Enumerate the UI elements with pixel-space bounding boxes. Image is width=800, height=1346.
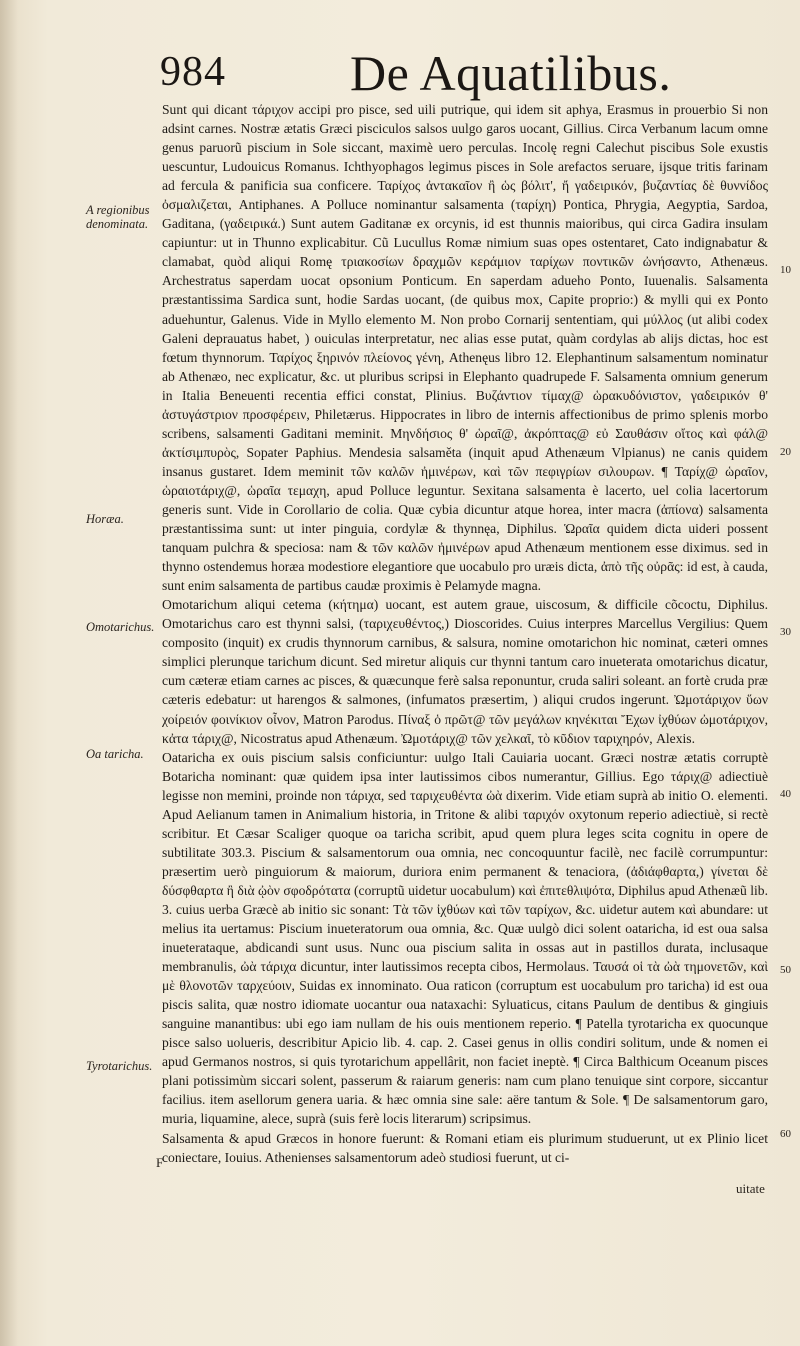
paragraph-salsamenta: Sunt qui dicant τάριχον accipi pro pisce, sed uili putrique, qui idem sit aphya, Erasmus in prouerbio Si non adsint carnes. Nostræ ætatis Græci pisciculos salsos uulgo garos uocant, Gillius. Circa Verbanum lacum omne genus paruorũ piscium in Sole siccant, maximè uero perculas. Incolę regni Calechut piscibus Sole exustis uescuntur, Ludouicus Romanus. Ichthyophagos legimus pisces in Sole arefactos seruare, ijsque tritis farinam ad fercula & panificia sua conficere. Ταρίχος ἀντακαῖον ἢ ὡς βόλιτ', ἤ γαδειρικόν, βυζαντίας δὲ θυννίδος ὀσμαλιζεται, Antiphanes. A Polluce nominantur salsamenta (ταρίχη) Pontica, Phrygia, Aegyptia, Sardoa, Gaditana, (γαδειρικά.) Sunt autem Gaditanæ ex orcynis, id est thunnis maioribus, qui circa Gadira insulam capiuntur: ut in Thunno explicabitur. Cũ Lucullus Romæ nimium suas opes ostentaret, Cato indignabatur & clamabat, quòd aliqui Romę τριακοσίων δραχμῶν κεράμιον ταρίχων ποντικῶν ὠνήσαντο, Athenæus. Archestratus saperdam uocat opsonium Ponticum. En saperdam adueho Ponto, Iuuenalis. Salsamenta præstantissima Sardica sunt, hodie Sardas uocant, (de quibus mox, Capite proprio:) & mylli qui ex Ponto aduehuntur, Galenus. Vide in Myllo elemento M. Non probo Cornarij sententiam, qui μύλλος (ut alibi codex Galeni deprauatus habet, ) ouiculas interpretatur, nec alias esse putat, quàm cordylas ab alijs dictas, hoc est fœtum thynnorum. Ταρίχος ξηρινόν πλείονος γένη, Athenęus libro 12. Elephantinum salsamentum nominatur ab Athenæo, nec explicatur, &c. ut pluribus scripsi in Elephanto quadrupede F. Salsamenta omnium generum in Italia Beneuenti recentia effici constat, Plinius. Βυζάντιον τίμαχ@ ὡρακυδόνιστον, γαδειρικόν θ' ἀστυγάστριον προσφέρειν, Philetærus. Hippocrates in libro de internis affectionibus de primo splenis morbo scribens, salsamenti Gaditani meminit. Μηνδήσιος θ' ὡραῖ@, ἀκρόπτας@ εὐ Σαυθάσιν οἴτος καὶ φάλ@ ἀκτίσιμπυρὸς, Sopater Paphius. Mendesia salsaměta (inquit apud Athenæum Vlpianus) ne canis quidem insanus gustaret. Idem meminit τῶν καλῶν ἠμινέρων, καὶ τῶν πεφιγρίων σιλουρων. ¶ Ταρίχ@ ὡραῖον, ὡραιοτάριχ@, ὡραῖα τεμαχη, apud Polluce leguntur. Sexitana salsamenta è lacerto, uel colia lacertorum generis sunt. Vide in Corollario de colia. Quæ cybia dicuntur atque horea, inter macra (ἀπίονα) salsamenta præstantissima sunt: ut inter pinguia, cordylæ & thynnęa, Diphilus. Ὡραῖα quidem dicta uideri possent tanquam pulchra & speciosa: nam & τῶν καλῶν ἠμινέρων apud Athenæum mentionem esse diximus. sed in thynno ostendemus horæa modestiore elegantiore que uocabulo pro uræis dicta, ἀπὸ τῆς οὐρᾶς: id est, à cauda, sunt enim salsamenta de partibus caudæ proximis è Pelamyde magna. xyxy=(162,102,768,594)
line-number: 20 xyxy=(780,446,791,458)
margin-note-tyrotarichus: Tyrotarichus. xyxy=(86,1059,153,1073)
paragraph-oataricha: Oataricha ex ouis piscium salsis conficiuntur: uulgo Itali Cauiaria uocant. Græci nostræ ætatis corruptè Botaricha nominant: quæ quidem ipsa inter lautissimos cibos numerantur, Gillius. Ego τάριχ@ adiectiuè legisse non memini, proinde non τάριχα, sed ταριχευθέντα ὠὰ dixerim. Vide etiam suprà ab initio O. elementi. Apud Aelianum tamen in Animalium historia, in Tritone & alibi ταριχόν oxytonum reperio adiectiuè, si rectè scribitur. Et Cæsar Scaliger quoque oa taricha scribit, apud quem plura leges scita cognitu in opere de subtilitate 303.3. Piscium & salsamentorum oua omnia, nec concoquuntur facilè, nec facilè corrumpuntur: præsertim uerò pinguiorum & maiorum, duriora enim permanent & tenaciora, (ἀδιάφθαρτα,) γίνεται δὲ δύσφθαρτα ἢ διὰ ᾠὸν σφοδρότατα (corruptũ uidetur uocabulum) καὶ ἐπιτεθλιψότα, Diphilus apud Athenæũ lib. 3. cuius uerba Græcè ab initio sic sonant: Τὰ τῶν ἰχθύων καὶ τῶν ταρίχων, &c. uidetur autem καὶ abundare: ut melius ita uertamus: Piscium inueteratorum oua omnia, &c. Quæ uulgò dici solent oataricha, id est oua salsa inueterataque, abdicandi sunt usus. Nunc oua piscium salita in ossas aut in pastillos durata, inclusaque membranulis, ὠὰ τάριχα dicuntur, inter lautissimos recepta cibos, Hermolaus. Ταυσά οἱ τὰ ὠὰ τημονετῶν, καὶ μὲ θλονοτῶν ταρχεύοιν, Suidas ex innominato. Oua raticon (corruptum est uocabulum pro taricha) id est oua piscis salita, quæ nostro idiomate uocantur oua nataxachi: Syluaticus, citans Paulum de dentibus & gingiuis sanguine manantibus: ubi ego iam nullam de his ouis mentionem reperio. ¶ Patella tyrotaricha ex quocunque pisce salso uolueris, describitur Apicio lib. 4. cap. 2. Casei genus in ollis condiri solitum, unde & nomen ei apud Germanos nostros, si quis tyrotarichum appellârit, non faciet ineptè. ¶ Circa Balthicum Oceanum pisces plani potissimùm siccari solent, passerum & raiarum generis: nam cum plano tenuique sint corpore, siccantur facilius. item asellorum genera uaria. & hæc omnia sine sale: aëre tantum & Sole. ¶ De salsamentorum garo, muria, liquamine, alece, suprà (suis ferè locis literarum) scripsimus. xyxy=(162,749,768,1127)
binding-shadow xyxy=(0,0,18,1346)
margin-note-oa-taricha: Oa taricha. xyxy=(86,747,144,761)
margin-note-horaea: Horæa. xyxy=(86,512,124,526)
body-text xyxy=(162,100,768,1167)
margin-note-regionibus: A regionibus denominata. xyxy=(86,203,150,231)
line-number: 30 xyxy=(780,626,791,638)
line-number: 60 xyxy=(780,1128,791,1140)
margin-note-omotarichus: Omotarichus. xyxy=(86,620,155,634)
page-number: 984 xyxy=(160,49,226,95)
page-title: De Aquatilibus. xyxy=(350,45,672,101)
line-number: 40 xyxy=(780,788,791,800)
paragraph-omotarichum: Omotarichum aliqui cetema (κήτημα) uocant, est autem graue, uiscosum, & difficile cõcoctu, Diphilus. Omotarichus caro est thynni salsi, (ταριχευθέντος,) Dioscorides. Cuius interpres Marcellus Vergilius: Quem composito (inquit) ex crudis thynnorum carnibus, & salsura, nomine omotarichon hic nominat, cæteri omnes simplici plerunque tarichum dicunt. Sed miretur aliquis cur thynni tantum caro inueterata omotarichus dicatur, cum cæteræ etiam carnes ac pisces, & quæcunque ferè salsa reponuntur, cruda saliri soleant. an fortè cruda præ cæteris edebatur: ut harengos & salmones, (infumatos præsertim, ) aliqui crudos ingerunt. Ὠμοτάριχον ὕων χοίρειόν φοινίκιον οἶνον, Matron Parodus. Πίναξ ὁ πρῶτ@ τῶν μεγάλων κηνέκιται Ἔχων ἰχθύων ὠμοτάριχον, κἀτα τάριχ@, Nicostratus apud Athenæum. Ὠμοτάριχ@ τῶν χελκαῖ, τὸ κῦδιον ταριχηρόν, Alexis. xyxy=(162,597,768,746)
line-number: 50 xyxy=(780,964,791,976)
signature-mark: F xyxy=(156,1155,164,1170)
catchword: uitate xyxy=(736,1181,765,1196)
paragraph-salsamenta-graecos: Salsamenta & apud Græcos in honore fuerunt: & Romani etiam eis plurimum studuerunt, ut ex Plinio licet coniectare, Iouius. Athenienses salsamentorum adeò studiosi fuerunt, ut ci- xyxy=(162,1130,768,1165)
running-head xyxy=(160,44,750,104)
line-number: 10 xyxy=(780,264,791,276)
